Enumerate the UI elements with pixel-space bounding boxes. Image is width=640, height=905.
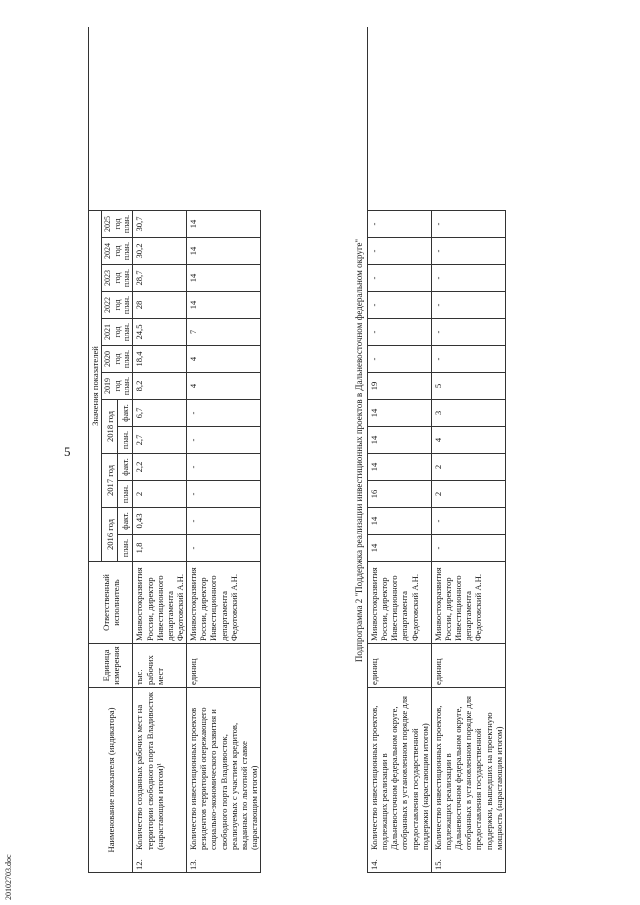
header-2016: 2016 год: [102, 507, 118, 561]
row-15-value: -: [432, 237, 506, 264]
row-15-unit: единиц: [432, 643, 506, 687]
row-15-value: -: [432, 345, 506, 372]
row-12-unit: тыс. рабочих мест: [133, 643, 187, 687]
row-15-value: 2: [432, 453, 506, 480]
row-14-value: 14: [368, 507, 432, 534]
row-12-responsible: Минвостокразвития России, директор Инвестиционного департамента Федотовский А.Н.: [133, 561, 187, 643]
row-12-value: 2: [133, 480, 187, 507]
header-2019: 2019 год план.: [102, 372, 133, 399]
row-12-name: 12. Количество созданных рабочих мест на территории свободного порта Владивосток (нарастающим итогом)¹: [133, 687, 187, 872]
row-15-value: -: [432, 318, 506, 345]
row-15-value: 3: [432, 399, 506, 426]
row-13-value: -: [187, 453, 261, 480]
header-2020: 2020 год план.: [102, 345, 133, 372]
row-15-value: -: [432, 210, 506, 237]
page-number: 5: [64, 444, 71, 459]
row-14-value: -: [368, 210, 432, 237]
row-15-value: -: [432, 264, 506, 291]
row-13-value: 14: [187, 237, 261, 264]
row-12-value: 30,2: [133, 237, 187, 264]
row-13-value: 4: [187, 372, 261, 399]
row-14-responsible: Минвостокразвития России, директор Инвестиционного департамента Федотовский А.Н.: [368, 561, 432, 643]
header-2016-fact: факт.: [118, 507, 133, 534]
row-15-value: 2: [432, 480, 506, 507]
row-13-unit: единиц: [187, 643, 261, 687]
indicators-table-continued: [367, 27, 506, 873]
header-2016-plan: план.: [118, 534, 133, 561]
row-14-unit: единиц: [368, 643, 432, 687]
header-values: Значения показателей: [89, 210, 102, 561]
header-2018: 2018 год: [102, 399, 118, 453]
row-14-value: -: [368, 291, 432, 318]
row-13-value: -: [187, 480, 261, 507]
header-2024: 2024 год план.: [102, 237, 133, 264]
row-12-value: 2,7: [133, 426, 187, 453]
row-14-value: -: [368, 264, 432, 291]
header-2023: 2023 год план.: [102, 264, 133, 291]
row-13-value: 4: [187, 345, 261, 372]
row-12-value: 30,7: [133, 210, 187, 237]
row-13-value: -: [187, 507, 261, 534]
row-13-value: 14: [187, 264, 261, 291]
row-15-value: 5: [432, 372, 506, 399]
row-14-value: 14: [368, 399, 432, 426]
footer-filename: 20102703.doc: [4, 854, 13, 900]
row-13-name: 13. Количество инвестиционных проектов резидентов территорий опережающего социально-экономического развития и свободного порта Владивосток, реализуемых с участием кредитов, выданных по льготной ставке (нарастающим итогом): [187, 687, 261, 872]
row-12-value: 28,7: [133, 264, 187, 291]
row-13-value: 14: [187, 210, 261, 237]
rotated-table-frame: [88, 28, 608, 873]
row-15-name: 15. Количество инвестиционных проектов, подлежащих реализации в Дальневосточном федеральном округе, отобранных в установленном порядке для предоставления государственной поддержки, вышедших на проектную мощность (нарастающим итогом): [432, 687, 506, 872]
header-2017: 2017 год: [102, 453, 118, 507]
header-responsible: Ответственный исполнитель: [89, 561, 133, 643]
header-name: Наименование показателя (индикатора): [89, 687, 133, 872]
row-12-value: 0,43: [133, 507, 187, 534]
row-12-value: 18,4: [133, 345, 187, 372]
row-12-value: 24,5: [133, 318, 187, 345]
row-15-value: -: [432, 507, 506, 534]
header-unit: Единица измерения: [89, 643, 133, 687]
row-13-responsible: Минвостокразвития России, директор Инвестиционного департамента Федотовский А.Н.: [187, 561, 261, 643]
row-13-value: -: [187, 426, 261, 453]
row-15-responsible: Минвостокразвития России, директор Инвестиционного департамента Федотовский А.Н.: [432, 561, 506, 643]
header-2025: 2025 год план.: [102, 210, 133, 237]
row-15-value: -: [432, 534, 506, 561]
header-2022: 2022 год план.: [102, 291, 133, 318]
header-2017-fact: факт.: [118, 453, 133, 480]
row-12-value: 1,8: [133, 534, 187, 561]
row-12-value: 6,7: [133, 399, 187, 426]
row-12-value: 2,2: [133, 453, 187, 480]
row-13-value: 14: [187, 291, 261, 318]
row-14-value: 14: [368, 534, 432, 561]
row-14-value: -: [368, 345, 432, 372]
header-2017-plan: план.: [118, 480, 133, 507]
header-2018-plan: план.: [118, 426, 133, 453]
row-14-value: -: [368, 318, 432, 345]
row-14-value: 14: [368, 453, 432, 480]
row-14-value: 19: [368, 372, 432, 399]
row-14-name: 14. Количество инвестиционных проектов, подлежащих реализации в Дальневосточном федеральном округе, отобранных в установленном порядке для предоставления государственной поддержки (нарастающим итогом): [368, 687, 432, 872]
header-2021: 2021 год план.: [102, 318, 133, 345]
row-13-value: -: [187, 534, 261, 561]
row-14-value: 14: [368, 426, 432, 453]
indicators-table: [88, 27, 261, 873]
header-2018-fact: факт.: [118, 399, 133, 426]
row-15-value: 4: [432, 426, 506, 453]
row-14-value: -: [368, 237, 432, 264]
subprogram-title: Подпрограмма 2 "Поддержка реализации инвестиционных проектов в Дальневосточном федеральном округе": [354, 238, 364, 663]
row-12-value: 28: [133, 291, 187, 318]
row-14-value: 16: [368, 480, 432, 507]
row-13-value: -: [187, 399, 261, 426]
row-13-value: 7: [187, 318, 261, 345]
row-12-value: 8,2: [133, 372, 187, 399]
row-15-value: -: [432, 291, 506, 318]
